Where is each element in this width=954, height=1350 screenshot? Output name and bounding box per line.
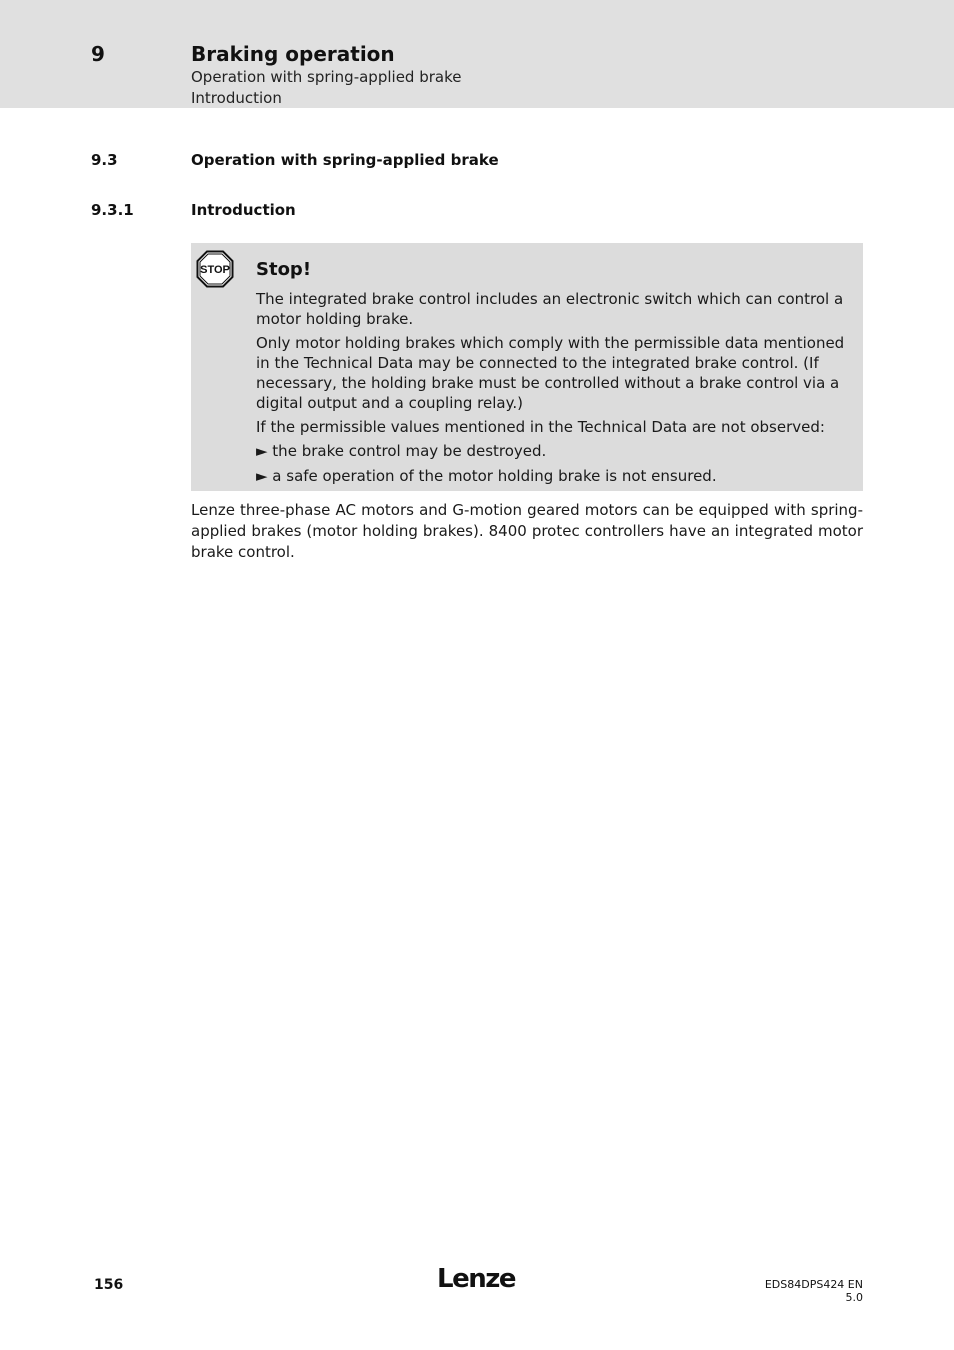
section-title: Operation with spring-applied brake: [191, 151, 499, 169]
chapter-title: Braking operation: [191, 42, 395, 66]
chapter-number: 9: [91, 42, 105, 66]
lenze-logo: Lenze: [437, 1264, 515, 1294]
stop-paragraph: Only motor holding brakes which comply with the permissible data mentioned in the Technical Data may be connected to the integrated brake control. (If necessary, the holding brake must be controlled without a brake control via a digital output and a coupling relay.): [256, 334, 845, 412]
stop-body: [256, 289, 860, 491]
document-id: EDS84DPS424 EN 5.0: [764, 1278, 863, 1304]
page-number: 156: [94, 1277, 124, 1293]
svg-text:STOP: STOP: [200, 264, 230, 276]
stop-notice: [191, 243, 863, 491]
stop-bullet: ► the brake control may be destroyed.: [256, 442, 547, 460]
subsection-title: Introduction: [191, 201, 296, 219]
stop-heading: Stop!: [256, 259, 312, 280]
header-band: [0, 0, 954, 108]
header-subtitle-section: Operation with spring-applied brake: [191, 68, 462, 86]
stop-paragraph: The integrated brake control includes an electronic switch which can control a motor holding brake.: [256, 290, 844, 328]
header-subtitle-subsection: Introduction: [191, 89, 282, 107]
stop-sign-icon: [196, 250, 234, 288]
stop-paragraph: If the permissible values mentioned in the Technical Data are not observed:: [256, 418, 825, 436]
section-number: 9.3: [91, 151, 118, 169]
subsection-number: 9.3.1: [91, 201, 134, 219]
intro-paragraph: Lenze three-phase AC motors and G-motion geared motors can be equipped with spring-applied brakes (motor holding brakes). 8400 protec controllers have an integrated motor brake control.: [191, 501, 863, 561]
stop-bullet: ► a safe operation of the motor holding brake is not ensured.: [256, 467, 717, 485]
